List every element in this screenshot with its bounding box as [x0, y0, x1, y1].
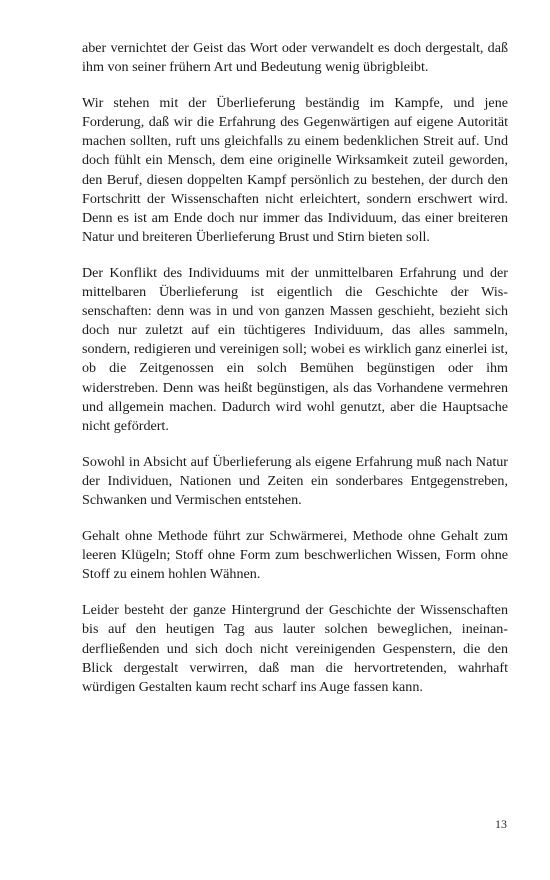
paragraph-4: Sowohl in Absicht auf Überlieferung als eigene Erfahrung muß nach Natur der Individuen, Nationen und Zeiten ein sonderbares Entgegenstreben, Schwanken und Vermischen entstehen.	[82, 453, 508, 508]
body-text	[82, 39, 508, 697]
page-number: 13	[495, 817, 507, 831]
paragraph-5: Gehalt ohne Methode führt zur Schwärmerei, Methode ohne Gehalt zum leeren Klügeln; Stoff ohne Form zum beschwerlichen Wissen, Form ohne Stoff zu einem hohlen Wähnen.	[82, 528, 508, 583]
paragraph-2: Wir stehen mit der Überlieferung beständig im Kampfe, und jene Forderung, daß wir die Erfahrung des Gegenwärtigen auf eigene Autorität machen sollten, ruft uns gleichfalls zu einem bedenklichen Streit auf. Und doch fühlt ein Mensch, dem eine originelle Wirksamkeit zuteil geworden, den Beruf, diesen doppelten Kampf persönlich zu bestehen, der durch den Fortschritt der Wissenschaften nicht erleichtert, sondern erschwert wird. Denn es ist am Ende doch nur immer das Individuum, das einer breiteren Natur und breiteren Überlieferung Brust und Stirn bieten soll.	[82, 95, 508, 245]
paragraph-1: aber vernichtet der Geist das Wort oder verwandelt es doch dergestalt, daß ihm von seiner frühern Art und Bedeutung wenig übrigbleibt.	[82, 40, 508, 76]
paragraph-3: Der Konflikt des Individuums mit der unmittelbaren Erfahrung und der mittelbaren Überlieferung ist eigentlich die Geschichte der Wissenschaften: denn was in und von ganzen Massen geschieht, bezieht sich doch nur zuletzt auf ein tüchtigeres Individuum, das alles sammeln, sondern, redigieren und vereinigen soll; wobei es wirklich ganz einerlei ist, ob die Zeitgenossen ein solch Bemühen begünstigen oder ihm widerstreben. Denn was heißt begünstigen, als das Vorhandene vermehren und allgemein machen. Dadurch wird wohl genutzt, aber die Hauptsache nicht gefördert.	[82, 264, 508, 434]
paragraph-6: Leider besteht der ganze Hintergrund der Geschichte der Wissenschaften bis auf den heutigen Tag aus lauter solchen beweglichen, ineinanderfließenden und sich doch nicht vereinigenden Gespenstern, die den Blick dergestalt verwirren, daß man die hervortretenden, wahrhaft würdigen Gestalten kaum recht scharf ins Auge fassen kann.	[82, 602, 508, 695]
